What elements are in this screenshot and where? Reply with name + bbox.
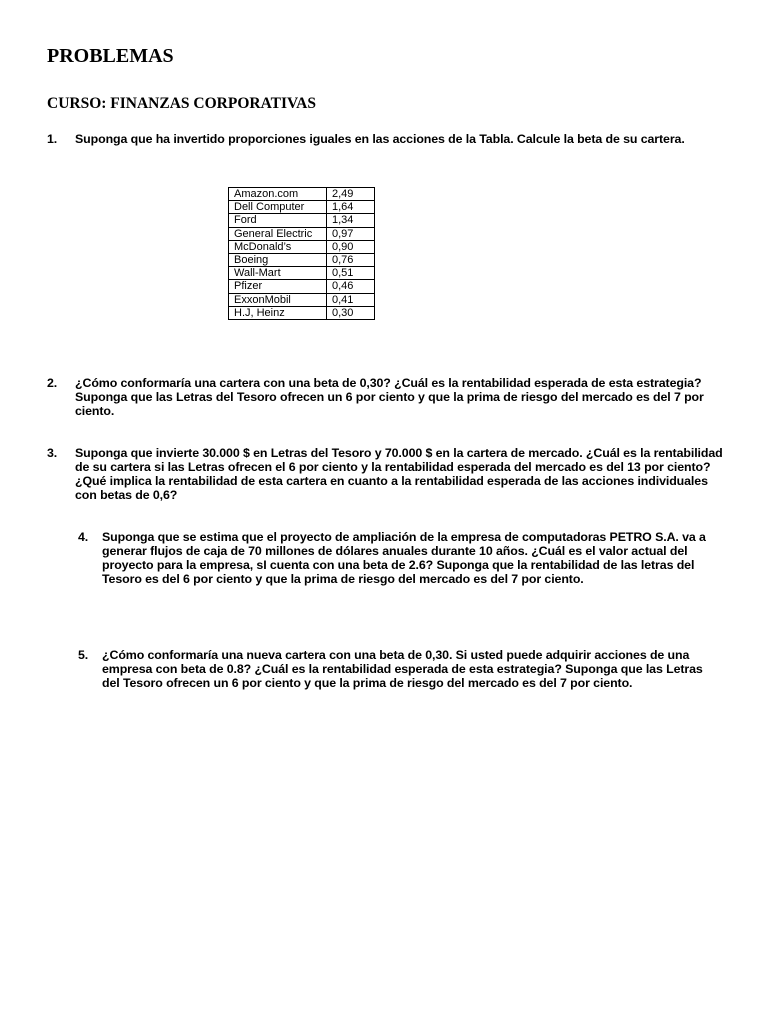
beta-cell: 2,49	[327, 188, 375, 201]
beta-cell: 0,76	[327, 254, 375, 267]
beta-cell: 0,46	[327, 280, 375, 293]
beta-table	[228, 187, 375, 320]
beta-cell: 0,51	[327, 267, 375, 280]
problem-number: 5.	[78, 648, 89, 662]
table-row	[229, 293, 375, 306]
problem-number: 2.	[47, 376, 58, 390]
company-cell: ExxonMobil	[229, 293, 327, 306]
course-subtitle: CURSO: FINANZAS CORPORATIVAS	[47, 95, 316, 112]
problem-text: ¿Cómo conformaría una nueva cartera con una beta de 0,30. Si usted puede adquirir acciones de una empresa con beta de 0.8? ¿Cuál es la rentabilidad esperada de esta estrategia? Suponga que las Letras del Tesoro ofrecen un 6 por ciento y que la prima de riesgo del mercado es del 7 por ciento.	[102, 648, 703, 690]
table-row	[229, 254, 375, 267]
beta-cell: 1,34	[327, 214, 375, 227]
company-cell: Pfizer	[229, 280, 327, 293]
document-title: PROBLEMAS	[47, 45, 174, 67]
table-row	[229, 280, 375, 293]
problem-3	[47, 446, 725, 506]
beta-cell: 1,64	[327, 201, 375, 214]
company-cell: Amazon.com	[229, 188, 327, 201]
problem-text: Suponga que ha invertido proporciones iguales en las acciones de la Tabla. Calcule la beta de su cartera.	[75, 132, 685, 146]
company-cell: H.J, Heinz	[229, 306, 327, 319]
company-cell: McDonald’s	[229, 240, 327, 253]
problem-5	[78, 648, 708, 708]
table-row	[229, 227, 375, 240]
beta-cell: 0,30	[327, 306, 375, 319]
table-row	[229, 201, 375, 214]
table-row	[229, 267, 375, 280]
problem-1	[47, 132, 737, 148]
company-cell: Ford	[229, 214, 327, 227]
beta-cell: 0,97	[327, 227, 375, 240]
problem-text: ¿Cómo conformaría una cartera con una beta de 0,30? ¿Cuál es la rentabilidad esperada de esta estrategia? Suponga que las Letras del Tesoro ofrecen un 6 por ciento y que la prima de riesgo del mercado es del 7 por ciento.	[75, 376, 704, 418]
company-cell: Boeing	[229, 254, 327, 267]
problem-number: 3.	[47, 446, 58, 460]
table-row	[229, 306, 375, 319]
company-cell: Dell Computer	[229, 201, 327, 214]
company-cell: General Electric	[229, 227, 327, 240]
company-cell: Wall-Mart	[229, 267, 327, 280]
beta-cell: 0,90	[327, 240, 375, 253]
table-row	[229, 188, 375, 201]
problem-text: Suponga que se estima que el proyecto de ampliación de la empresa de computadoras PETRO S.A. va a generar flujos de caja de 70 millones de dólares anuales durante 10 años. ¿Cuál es el valor actual del proyecto para la empresa, sI cuenta con una beta de 2.6? Suponga que la rentabilidad de las letras del Tesoro es del 6 por ciento y que la prima de riesgo del mercado es del 7 por ciento.	[102, 530, 706, 586]
problem-number: 1.	[47, 132, 58, 146]
beta-cell: 0,41	[327, 293, 375, 306]
table-row	[229, 214, 375, 227]
problem-text: Suponga que invierte 30.000 $ en Letras del Tesoro y 70.000 $ en la cartera de mercado. ¿Cuál es la rentabilidad de su cartera si las Letras ofrecen el 6 por ciento y la rentabilidad esperada del mercado es del 13 por ciento? ¿Qué implica la rentabilidad de esta cartera en cuanto a la rentabilidad esperada de las acciones individuales con betas de 0,6?	[75, 446, 723, 502]
table-row	[229, 240, 375, 253]
problem-number: 4.	[78, 530, 89, 544]
problem-2	[47, 376, 717, 422]
problem-4	[78, 530, 728, 590]
